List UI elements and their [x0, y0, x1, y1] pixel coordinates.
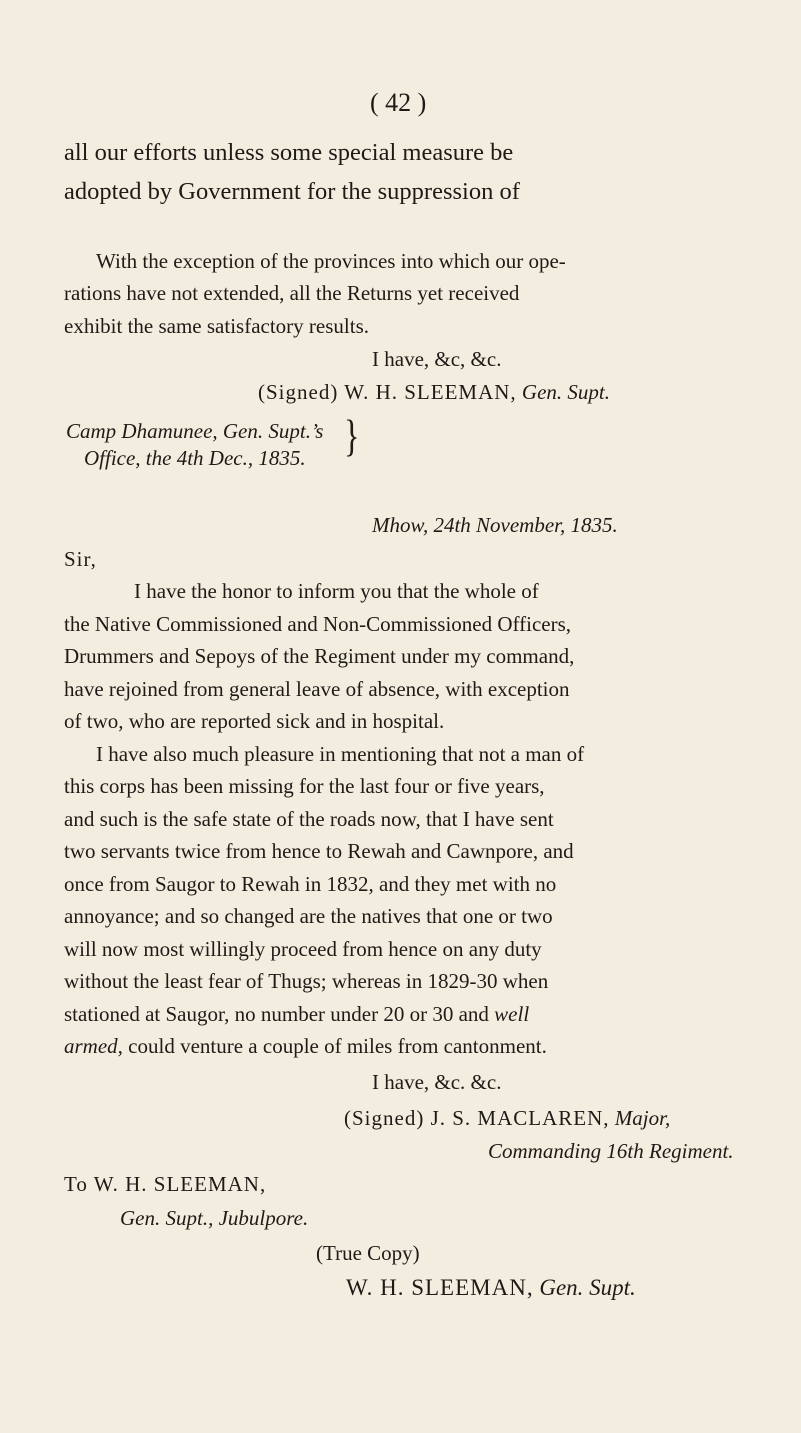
para1-line-2: rations have not extended, all the Returns yet received: [64, 281, 520, 305]
closing-2: I have, &c. &c.: [372, 1070, 502, 1094]
body-line-5: of two, who are reported sick and in hospital.: [64, 709, 445, 733]
body-line-4: have rejoined from general leave of absence, with exception: [64, 677, 570, 701]
body-line-8: and such is the safe state of the roads now, that I have sent: [64, 807, 554, 831]
addressee-title: Gen. Supt., Jubulpore.: [120, 1206, 309, 1230]
salutation: Sir,: [64, 547, 97, 571]
body-line-7: this corps has been missing for the last four or five years,: [64, 774, 545, 798]
body-line-14-text: stationed at Saugor, no number under 20 or 30 and: [64, 1002, 489, 1026]
body-line-15-text: could venture a couple of miles from cantonment.: [128, 1034, 547, 1058]
body-line-9: two servants twice from hence to Rewah and Cawnpore, and: [64, 839, 574, 863]
para1-line-1: With the exception of the provinces into which our ope-: [96, 249, 566, 273]
dateline: Mhow, 24th November, 1835.: [372, 513, 618, 537]
opening-line-2: adopted by Government for the suppression of: [64, 178, 520, 205]
body-line-11: annoyance; and so changed are the natives that one or two: [64, 904, 553, 928]
body-line-14: [64, 1001, 529, 1027]
para1-line-3: exhibit the same satisfactory results.: [64, 314, 370, 338]
body-line-2: the Native Commissioned and Non-Commissioned Officers,: [64, 612, 572, 636]
signature-1-title: Gen. Supt.: [521, 380, 610, 404]
signature-1-name: (Signed) W. H. SLEEMAN,: [258, 380, 517, 404]
place-line-2: Office, the 4th Dec., 1835.: [84, 446, 306, 470]
addressee-name: To W. H. SLEEMAN,: [64, 1172, 267, 1196]
closing-1: I have, &c, &c.: [372, 347, 502, 371]
brace: }: [344, 409, 360, 461]
opening-line-1: all our efforts unless some special measure be: [64, 139, 514, 166]
signature-2-rank: Major,: [614, 1106, 671, 1130]
body-line-1: I have the honor to inform you that the whole of: [134, 579, 539, 603]
signature-1: [258, 379, 610, 405]
body-line-13: without the least fear of Thugs; whereas in 1829-30 when: [64, 969, 549, 993]
signature-2-name: (Signed) J. S. MACLAREN,: [344, 1106, 610, 1130]
body-line-12: will now most willingly proceed from hence on any duty: [64, 937, 542, 961]
signature-2-unit: Commanding 16th Regiment.: [488, 1139, 734, 1163]
body-line-10: once from Saugor to Rewah in 1832, and they met with no: [64, 872, 557, 896]
emphasis-armed: armed,: [64, 1034, 123, 1058]
signature-3-name: W. H. SLEEMAN,: [346, 1275, 534, 1300]
signature-2: [344, 1105, 670, 1131]
body-line-15: [64, 1033, 547, 1059]
signature-3: [346, 1273, 636, 1303]
body-line-3: Drummers and Sepoys of the Regiment under my command,: [64, 644, 575, 668]
place-line-1: Camp Dhamunee, Gen. Supt.’s: [66, 419, 324, 443]
signature-3-title: Gen. Supt.: [539, 1275, 636, 1300]
body-line-6: I have also much pleasure in mentioning that not a man of: [96, 742, 585, 766]
true-copy: (True Copy): [316, 1241, 420, 1265]
emphasis-well: well: [494, 1002, 530, 1026]
page-number: ( 42 ): [370, 88, 427, 117]
